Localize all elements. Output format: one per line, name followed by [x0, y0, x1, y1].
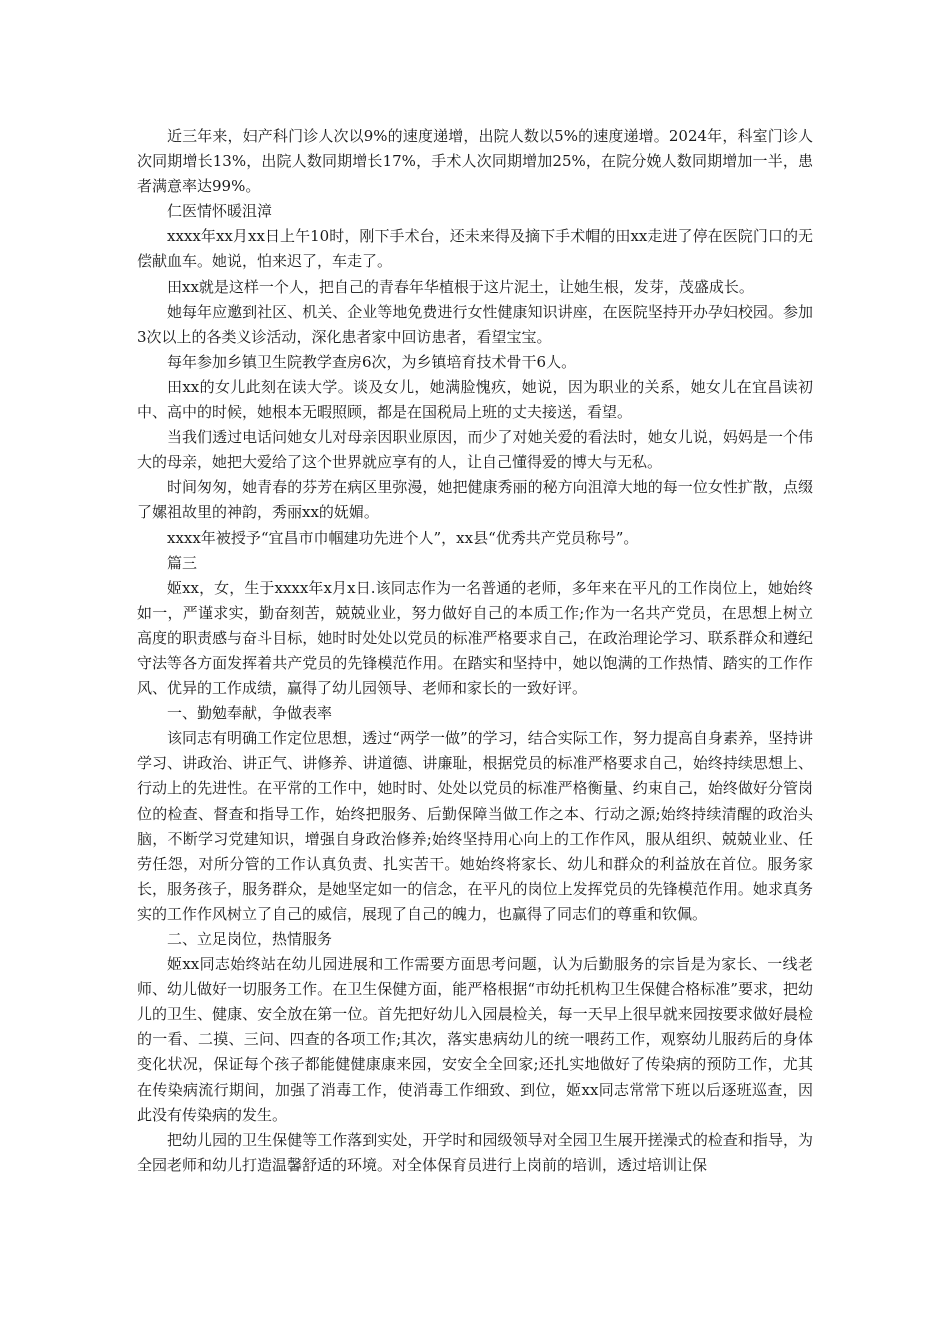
paragraph-awards: xxxx年被授予“宜昌市巾帼建功先进个人”，xx县“优秀共产党员称号”。	[167, 528, 639, 547]
paragraph-work-attitude: 该同志有明确工作定位思想，透过“两学一做”的学习，结合实际工作，努力提高自身素养，坚持讲学习、讲政治、讲正气、讲修养、讲道德、讲廉耻，根据党员的标准严格要求自己，始终持续思想上、行动上的先进性。在平常的工作中，她时时、处处以党员的标准严格衡量、约束自己，始终做好分管岗位的检查、督查和指导工作，始终把服务、后勤保障当做工作之本、行动之源;始终持续清醒的政治头脑，不断学习党建知识，增强自身政治修养;始终坚持用心向上的工作作风，服从组织、兢兢业业、任劳任怨，对所分管的工作认真负责、扎实苦干。她始终将家长、幼儿和群众的利益放在首位。服务家长，服务孩子，服务群众，是她坚定如一的信念，在平凡的岗位上发挥党员的先锋模范作用。她求真务实的工作作风树立了自己的威信，展现了自己的魄力，也赢得了同志们的尊重和钦佩。	[137, 729, 813, 923]
paragraph-daughter-view: 当我们透过电话问她女儿对母亲因职业原因，而少了对她关爱的看法时，她女儿说，妈妈是一个伟大的母亲，她把大爱给了这个世界就应享有的人，让自己懂得爱的博大与无私。	[137, 428, 813, 472]
paragraph-lectures: 她每年应邀到社区、机关、企业等地免费进行女性健康知识讲座，在医院坚持开办孕妇校园。参加3次以上的各类义诊活动，深化患者家中回访患者，看望宝宝。	[137, 302, 813, 346]
paragraph-teaching-rounds: 每年参加乡镇卫生院教学查房6次，为乡镇培育技术骨干6人。	[167, 352, 577, 371]
paragraph-stats: 近三年来，妇产科门诊人次以9%的速度递增，出院人数以5%的速度递增。2024年，科室门诊人次同期增长13%，出院人数同期增长17%，手术人次同期增加25%，在院分娩人数同期增加一半，患者满意率达99%。	[137, 127, 813, 196]
section-heading-two: 二、立足岗位，热情服务	[167, 930, 333, 948]
paragraph-hygiene: 把幼儿园的卫生保健等工作落到实处，开学时和园级领导对全园卫生展开搓澡式的检查和指导，为全园老师和幼儿打造温馨舒适的环境。对全体保育员进行上岗前的培训，透过培训让保	[137, 1130, 813, 1174]
paragraph-intro-ji: 姬xx，女，生于xxxx年x月x日.该同志作为一名普通的老师，多年来在平凡的工作岗位上，她始终如一，严谨求实，勤奋刻苦，兢兢业业，努力做好自己的本质工作;作为一名共产党员，在思想上树立高度的职责感与奋斗目标，她时时处处以党员的标准严格要求自己，在政治理论学习、联系群众和遵纪守法等各方面发挥着共产党员的先锋模范作用。在踏实和坚持中，她以饱满的工作热情、踏实的工作作风、优异的工作成绩，赢得了幼儿园领导、老师和家长的一致好评。	[137, 578, 813, 698]
paragraph-daughter: 田xx的女儿此刻在读大学。谈及女儿，她满脸愧疚，她说，因为职业的关系，她女儿在宜昌读初中、高中的时候，她根本无暇照顾，都是在国税局上班的丈夫接送，看望。	[137, 377, 813, 422]
section-heading-one: 一、勤勉奉献，争做表率	[167, 704, 333, 723]
paragraph-health-care: 姬xx同志始终站在幼儿园进展和工作需要方面思考问题，认为后勤服务的宗旨是为家长、一线老师、幼儿做好一切服务工作。在卫生保健方面，能严格根据“市幼托机构卫生保健合格标准”要求，把幼儿的卫生、健康、安全放在第一位。首先把好幼儿入园晨检关，每一天早上很早就来园按要求做好晨检的一看、二摸、三问、四查的各项工作;其次，落实患病幼儿的统一喂药工作，观察幼儿服药后的身体变化状况，保证每个孩子都能健健康康来园，安安全全回家;还扎实地做好了传染病的预防工作，尤其在传染病流行期间，加强了消毒工作，使消毒工作细致、到位，姬xx同志常常下班以后逐班巡查，因此没有传染病的发生。	[137, 955, 813, 1124]
paragraph-youth: 田xx就是这样一个人，把自己的青春年华植根于这片泥土，让她生根，发芽，茂盛成长。	[167, 277, 754, 296]
document-page	[137, 124, 813, 1178]
section-heading-renyi: 仁医情怀暖沮漳	[167, 202, 273, 221]
paragraph-time: 时间匆匆，她青春的芬芳在病区里弥漫，她把健康秀丽的秘方向沮漳大地的每一位女性扩散，点缀了嫘祖故里的神韵，秀丽xx的妩媚。	[137, 478, 813, 522]
paragraph-blood-donation: xxxx年xx月xx日上午10时，刚下手术台，还未来得及摘下手术帽的田xx走进了停在医院门口的无偿献血车。她说，怕来迟了，车走了。	[137, 227, 813, 271]
section-heading-part-three: 篇三	[167, 553, 198, 572]
